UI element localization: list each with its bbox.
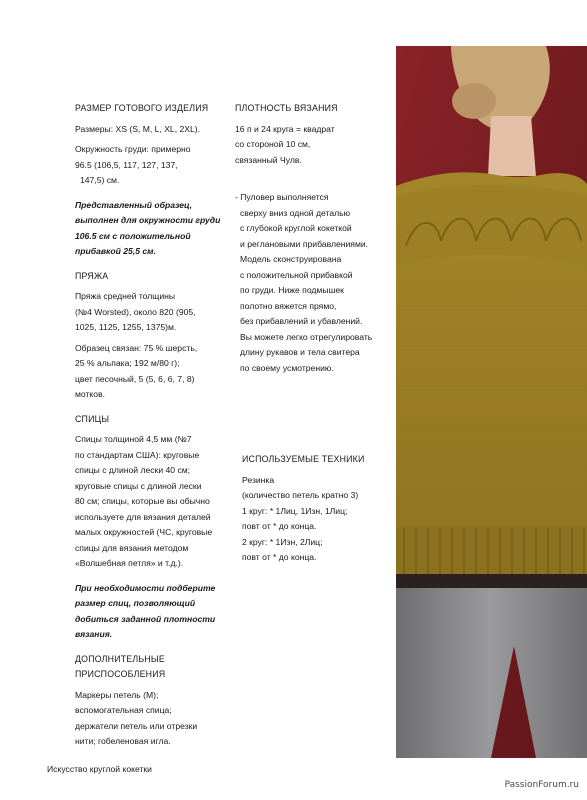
notes-line-1: - Пуловер выполняется (235, 192, 329, 202)
yarn-sample-4: мотков. (75, 389, 106, 399)
size-note-3: 106.5 см с положительной (75, 230, 191, 241)
yarn-line-1: Пряжа средней толщины (75, 291, 176, 301)
needles-line-7: малых окружностей (ЧС, круговые (75, 527, 213, 537)
needles-heading: СПИЦЫ (75, 413, 110, 424)
needles-line-6: используете для вязания деталей (75, 511, 211, 522)
yarn-line-3: 1025, 1125, 1255, 1375)м. (75, 322, 177, 332)
round1-line-2: повт от * до конца. (242, 521, 317, 531)
needles-line-2: по стандартам США): круговые (75, 449, 200, 460)
notes-line-9: без прибавлений и убавлений. (240, 316, 363, 326)
size-heading: РАЗМЕР ГОТОВОГО ИЗДЕЛИЯ (75, 103, 209, 113)
needles-line-3: спицы с длиной лески 40 см; (75, 465, 191, 475)
rib-title: Резинка (242, 474, 275, 485)
yarn-line-2: (№4 Worsted), около 820 (905, (75, 306, 196, 317)
rib-subtitle: (количество петель кратно 3) (242, 490, 359, 500)
round2-line-1: 2 круг: * 1Изн, 2Лиц; (242, 536, 323, 547)
yarn-sample-2: 25 % альпака; 192 м/80 г); (75, 358, 180, 368)
notes-line-4: и реглановыми прибавлениями. (240, 238, 369, 249)
sizes-text: Размеры: XS (S, M, L, XL, 2XL). (75, 123, 201, 134)
watermark: PassionForum.ru (504, 780, 579, 790)
chest-line-1: Окружность груди: примерно (75, 144, 191, 154)
footer-caption: Искусство круглой кокетки (47, 764, 152, 774)
extras-heading-1: ДОПОЛНИТЕЛЬНЫЕ (75, 653, 165, 664)
size-note-2: выполнен для окружности груди (75, 215, 221, 225)
extras-line-2: вспомогательная спица; (75, 705, 172, 715)
chest-line-3: 147,5) см. (80, 175, 120, 185)
techniques-section (242, 452, 392, 566)
notes-line-12: по своему усмотрению. (240, 362, 334, 373)
size-note-4: прибавкой 25,5 см. (75, 246, 156, 256)
notes-line-2: сверху вниз одной деталью (240, 207, 351, 218)
extras-line-1: Маркеры петель (М); (75, 689, 159, 700)
yarn-sample-3: цвет песочный, 5 (5, 6, 6, 7, 8) (75, 373, 195, 384)
notes-line-10: Вы можете легко отрегулировать (240, 331, 373, 342)
middle-column (235, 101, 390, 376)
needles-line-1: Спицы толщиной 4,5 мм (№7 (75, 434, 192, 444)
gauge-line-1: 16 п и 24 круга = квадрат (235, 123, 335, 134)
needles-line-8: спицы для вязания методом (75, 542, 189, 553)
notes-line-6: с положительной прибавкой (240, 269, 353, 280)
notes-line-11: длину рукавов и тела свитера (240, 347, 360, 357)
size-note-1: Представленный образец, (75, 199, 192, 210)
extras-line-4: нити; гобеленовая игла. (75, 736, 171, 746)
techniques-heading: ИСПОЛЬЗУЕМЫЕ ТЕХНИКИ (242, 454, 365, 464)
gauge-line-2: со стороной 10 см, (235, 139, 311, 149)
needles-note-4: вязания. (75, 629, 113, 639)
sweater-photo-illustration (396, 46, 587, 758)
notes-line-3: с глубокой круглой кокеткой (240, 223, 352, 233)
needles-line-9: «Волшебная петля» и т.д.). (75, 558, 184, 568)
gauge-heading: ПЛОТНОСТЬ ВЯЗАНИЯ (235, 103, 338, 113)
yarn-sample-1: Образец связан: 75 % шерсть, (75, 342, 198, 353)
chest-line-2: 96.5 (106,5, 117, 127, 137, (75, 159, 178, 170)
extras-heading-2: ПРИСПОСОБЛЕНИЯ (75, 669, 166, 679)
needles-note-2: размер спиц, позволяющий (75, 598, 196, 608)
notes-line-5: Модель сконструирована (240, 254, 342, 264)
needles-line-5: 80 см; спицы, которые вы обычно (75, 496, 210, 506)
round2-line-2: повт от * до конца. (242, 552, 317, 562)
needles-note-1: При необходимости подберите (75, 582, 216, 593)
needles-note-3: добиться заданной плотности (75, 613, 216, 624)
notes-line-7: по груди. Ниже подмышек (240, 285, 344, 295)
yarn-heading: ПРЯЖА (75, 270, 109, 281)
gauge-line-3: связанный Чулв. (235, 154, 302, 165)
model-photo (396, 46, 587, 758)
notes-line-8: полотно вяжется прямо, (240, 300, 337, 311)
extras-line-3: держатели петель или отрезки (75, 720, 198, 731)
round1-line-1: 1 круг: * 1Лиц, 1Изн, 1Лиц; (242, 505, 348, 516)
needles-line-4: круговые спицы с длиной лески (75, 480, 202, 491)
left-column (75, 101, 225, 750)
